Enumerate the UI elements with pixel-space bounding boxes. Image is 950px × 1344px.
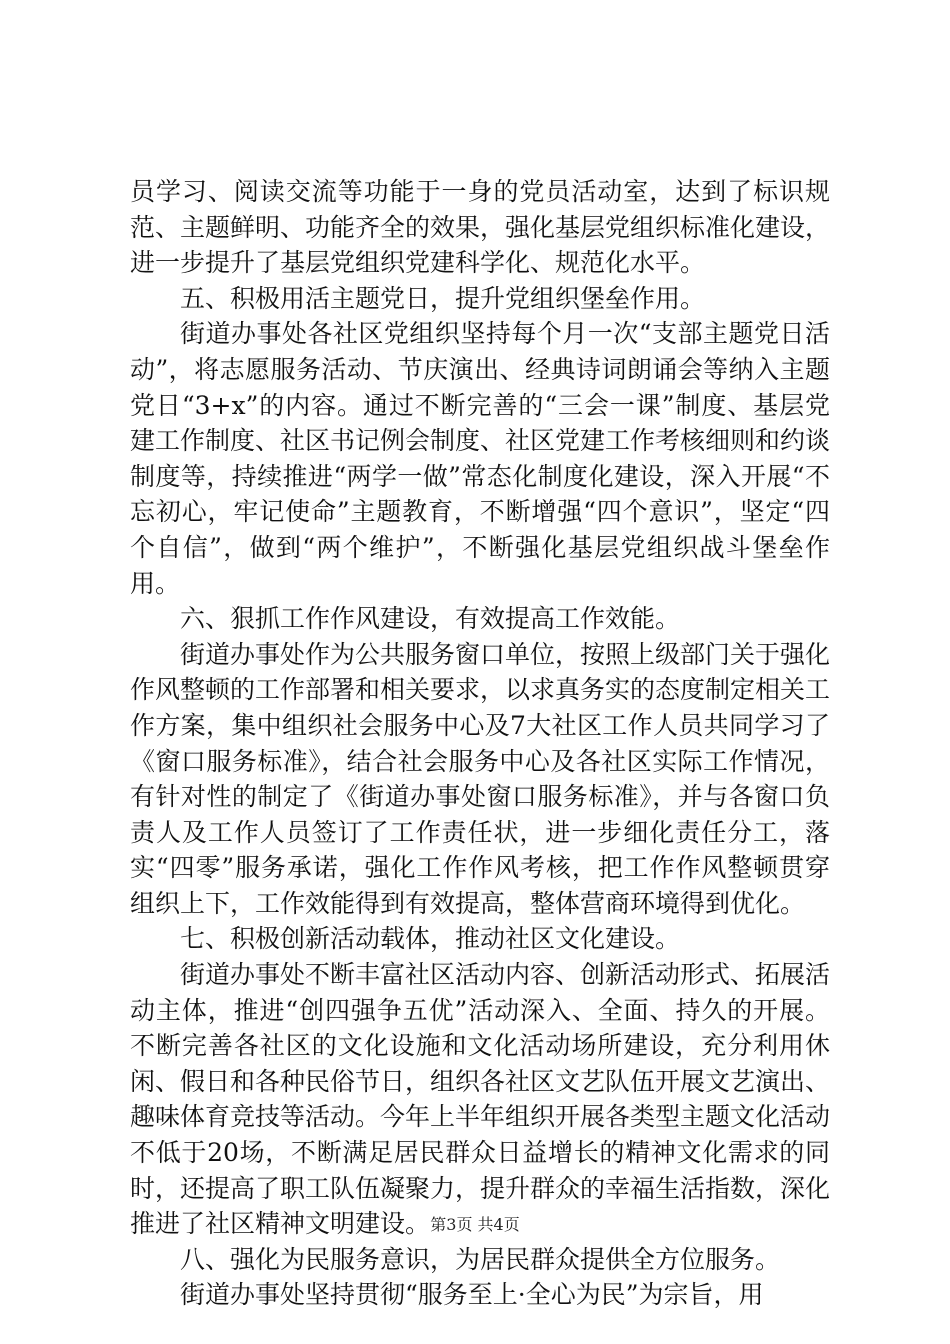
paragraph-section-8: 街道办事处坚持贯彻“服务至上·全心为民”为宗旨，用 [180, 1280, 764, 1310]
paragraph-continued: 员学习、阅读交流等功能于一身的党员活动室，达到了标识规范、主题鲜明、功能齐全的效果，强化基层党组织标准化建设，进一步提升了基层党组织党建科学化、规范化水平。 [130, 177, 831, 278]
section-heading-6: 六、狠抓工作作风建设，有效提高工作效能。 [180, 604, 681, 634]
paragraph-section-6: 街道办事处作为公共服务窗口单位，按照上级部门关于强化作风整顿的工作部署和相关要求，以求真务实的态度制定相关工作方案，集中组织社会服务中心及7大社区工作人员共同学习了《窗口服务标准》，结合社会服务中心及各社区实际工作情况，有针对性的制定了《街道办事处窗口服务标准》，并与各窗口负责人及工作人员签订了工作责任状，进一步细化责任分工，落实“四零”服务承诺，强化工作作风考核，把工作作风整顿贯穿组织上下，工作效能得到有效提高，整体营商环境得到优化。 [130, 639, 831, 918]
section-heading-8: 八、强化为民服务意识，为居民群众提供全方位服务。 [180, 1244, 781, 1274]
paragraph-section-5: 街道办事处各社区党组织坚持每个月一次“支部主题党日活动”，将志愿服务活动、节庆演出、经典诗词朗诵会等纳入主题党日“3+x”的内容。通过不断完善的“三会一课”制度、基层党建工作制度、社区书记例会制度、社区党建工作考核细则和约谈制度等，持续推进“两学一做”常态化制度化建设，深入开展“不忘初心，牢记使命”主题教育，不断增强“四个意识”，坚定“四个自信”，做到“两个维护”，不断强化基层党组织战斗堡垒作用。 [130, 319, 831, 598]
page-number-footer: 第3页 共4页 [430, 1215, 520, 1234]
section-heading-7: 七、积极创新活动载体，推动社区文化建设。 [180, 924, 681, 954]
section-heading-5: 五、积极用活主题党日，提升党组织堡垒作用。 [180, 283, 706, 313]
paragraph-section-7: 街道办事处不断丰富社区活动内容、创新活动形式、拓展活动主体，推进“创四强争五优”活动深入、全面、持久的开展。不断完善各社区的文化设施和文化活动场所建设，充分利用休闲、假日和各种民俗节日，组织各社区文艺队伍开展文艺演出、趣味体育竞技等活动。今年上半年组织开展各类型主题文化活动不低于20场，不断满足居民群众日益增长的精神文化需求的同时，还提高了职工队伍凝聚力，提升群众的幸福生活指数，深化推进了社区精神文明建设。 [130, 960, 831, 1239]
document-body [130, 174, 830, 1313]
